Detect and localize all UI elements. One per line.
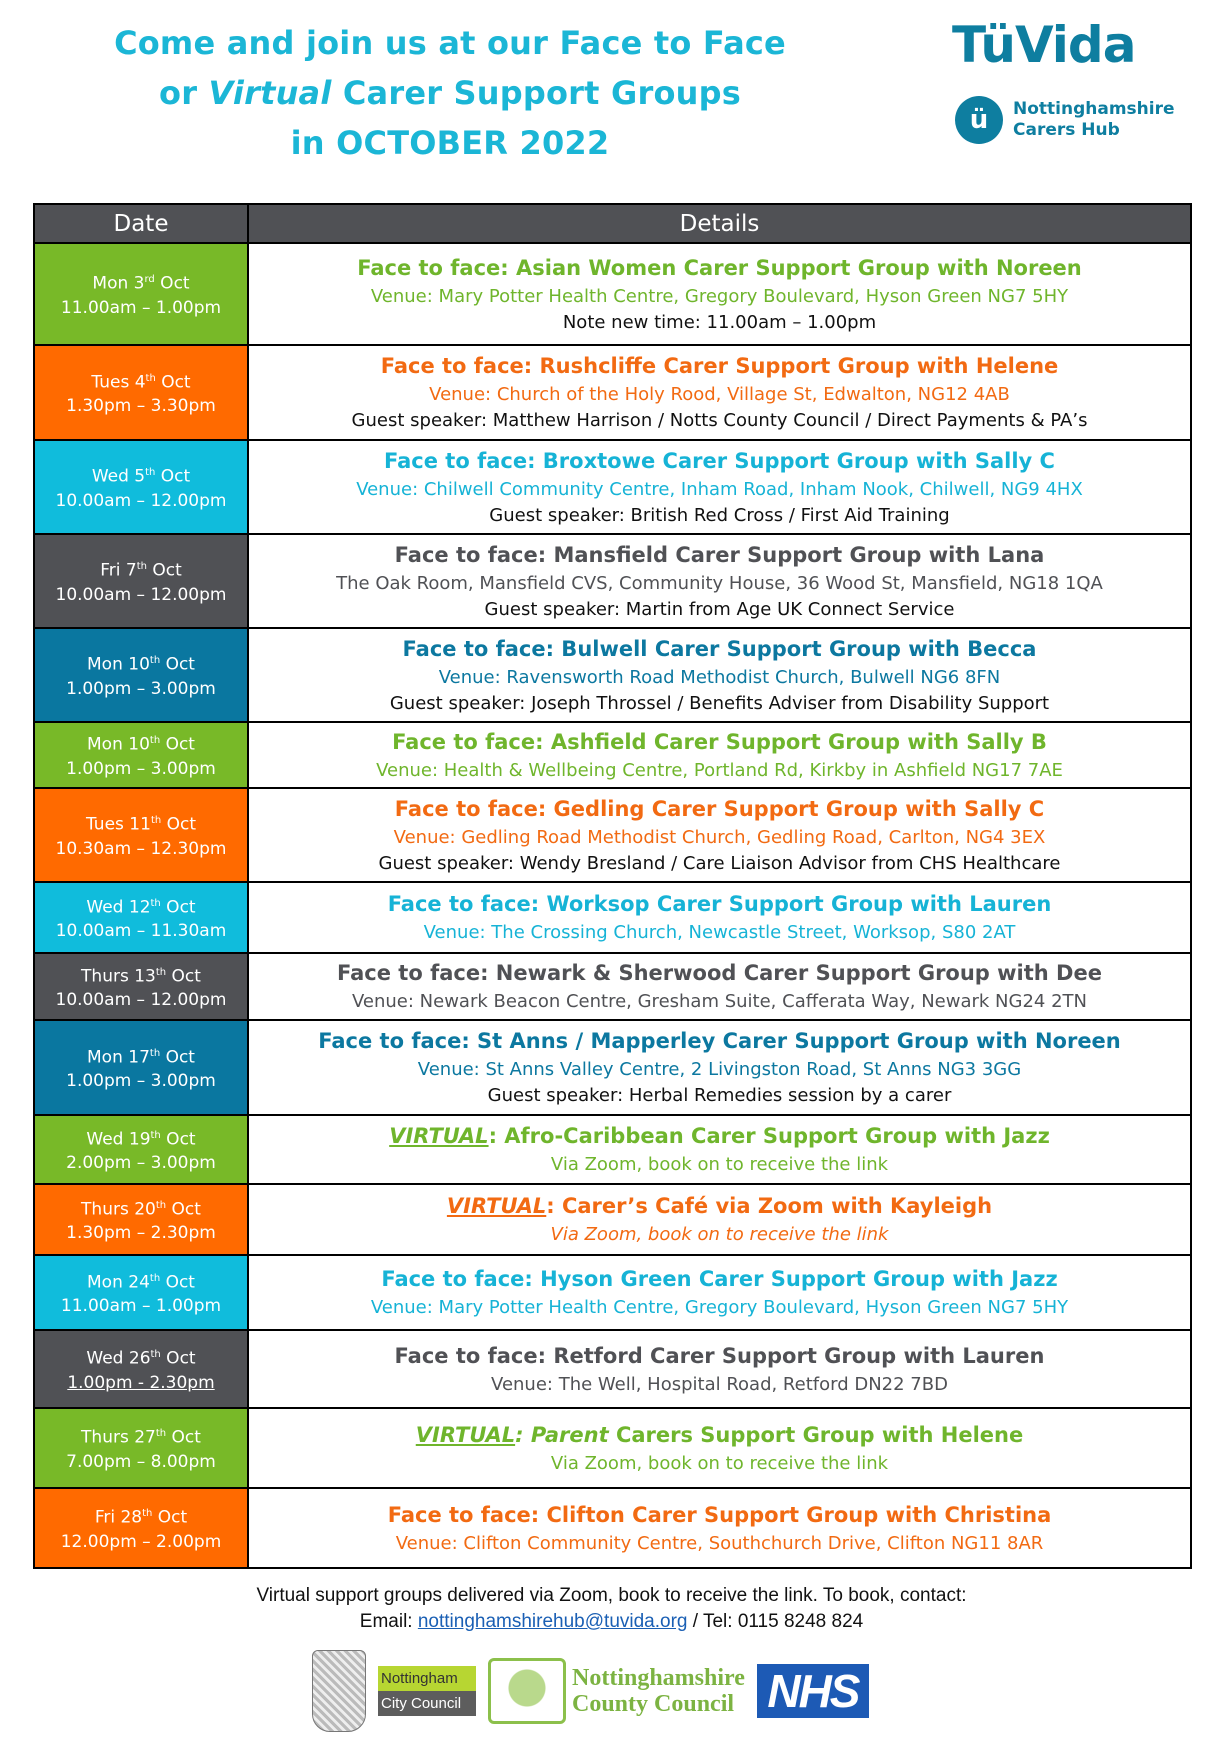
venue: The Oak Room, Mansfield CVS, Community House, 36 Wood St, Mansfield, NG18 1QA	[336, 572, 1103, 594]
partner-logos	[312, 1650, 869, 1732]
date-day: Wed 19th Oct	[86, 1129, 196, 1150]
date-cell	[35, 1185, 249, 1254]
table-row	[35, 1409, 1190, 1489]
venue: Venue: Mary Potter Health Centre, Gregory Boulevard, Hyson Green NG7 5HY	[370, 285, 1069, 307]
table-row	[35, 954, 1190, 1021]
date-day: Wed 26th Oct	[86, 1348, 196, 1369]
details-cell	[249, 535, 1190, 627]
date-cell	[35, 1116, 249, 1183]
date-day: Wed 12th Oct	[86, 897, 196, 918]
date-day: Wed 5th Oct	[91, 466, 191, 487]
date-day: Thurs 20th Oct	[81, 1199, 201, 1220]
guest-speaker-note: Guest speaker: Herbal Remedies session by a carer	[487, 1085, 952, 1106]
table-row	[35, 1489, 1190, 1567]
group-title: Face to face: Retford Carer Support Group with Lauren	[394, 1343, 1045, 1368]
date-time: 10.00am – 12.00pm	[55, 990, 227, 1011]
date-cell	[35, 789, 249, 881]
date-time: 10.00am – 12.00pm	[55, 584, 227, 605]
date-time: 10.00am – 12.00pm	[55, 490, 227, 511]
group-title: Face to face: Clifton Carer Support Group with Christina	[387, 1502, 1052, 1527]
page-title	[100, 18, 800, 168]
phone: / Tel: 0115 8248 824	[687, 1611, 864, 1632]
date-cell	[35, 1331, 249, 1407]
date-time: 10.30am – 12.30pm	[55, 838, 227, 859]
hub-line-2: Carers Hub	[1013, 120, 1120, 140]
table-body	[35, 244, 1190, 1567]
footer	[0, 1583, 1223, 1635]
city-crest-icon	[312, 1650, 366, 1732]
virtual-label: VIRTUAL	[415, 1422, 516, 1447]
date-time: 1.00pm – 3.00pm	[66, 758, 216, 779]
table-row	[35, 789, 1190, 883]
date-cell	[35, 1021, 249, 1114]
date-time: 11.00am – 1.00pm	[60, 297, 222, 318]
virtual-word: Virtual	[208, 74, 332, 112]
date-time: 12.00pm – 2.00pm	[60, 1531, 222, 1552]
details-cell	[249, 1256, 1190, 1329]
details-cell	[249, 1331, 1190, 1407]
virtual-label: VIRTUAL	[389, 1124, 489, 1148]
date-time: 1.00pm – 3.00pm	[66, 678, 216, 699]
tree-icon	[488, 1658, 566, 1724]
group-title: Face to face: Bulwell Carer Support Group with Becca	[402, 636, 1037, 661]
nottingham-city-council-logo: Nottingham City Council	[378, 1666, 476, 1716]
venue: Venue: Mary Potter Health Centre, Gregory Boulevard, Hyson Green NG7 5HY	[370, 1297, 1069, 1318]
group-title: Face to face: Ashfield Carer Support Group with Sally B	[392, 729, 1047, 754]
date-cell	[35, 346, 249, 439]
date-time: 1.30pm – 2.30pm	[66, 1223, 216, 1244]
details-cell	[249, 883, 1190, 952]
nhs-logo: NHS	[757, 1664, 869, 1718]
date-day: Mon 10th Oct	[87, 734, 195, 755]
date-cell	[35, 535, 249, 627]
details-cell	[249, 723, 1190, 787]
date-cell	[35, 723, 249, 787]
venue: Venue: The Well, Hospital Road, Retford DN22 7BD	[491, 1373, 948, 1395]
title-line-3: in OCTOBER 2022	[290, 124, 610, 162]
venue: Via Zoom, book on to receive the link	[550, 1452, 889, 1474]
date-day: Fri 7th Oct	[100, 560, 182, 581]
hub-icon: ü	[955, 96, 1003, 144]
date-time: 11.00am – 1.00pm	[60, 1296, 222, 1317]
group-title: Face to face: Asian Women Carer Support Group with Noreen	[357, 255, 1082, 280]
details-cell	[249, 1021, 1190, 1114]
venue: Venue: Ravensworth Road Methodist Church, Bulwell NG6 8FN	[438, 666, 1001, 688]
tuvida-logo: TüVida	[952, 16, 1136, 74]
table-row	[35, 535, 1190, 629]
virtual-label: VIRTUAL	[446, 1194, 547, 1218]
date-cell	[35, 954, 249, 1019]
column-header-details: Details	[679, 210, 760, 237]
table-header	[35, 205, 1190, 244]
details-cell	[249, 954, 1190, 1019]
date-cell	[35, 1256, 249, 1329]
group-title: Face to face: Newark & Sherwood Carer Support Group with Dee	[337, 961, 1102, 985]
venue: Via Zoom, book on to receive the link	[550, 1224, 889, 1245]
date-day: Thurs 13th Oct	[81, 966, 201, 987]
venue: Venue: The Crossing Church, Newcastle Street, Worksop, S80 2AT	[423, 922, 1016, 943]
guest-speaker-note: Note new time: 11.00am – 1.00pm	[562, 311, 877, 333]
title-line-2: or Virtual Carer Support Groups	[159, 74, 741, 112]
table-row	[35, 244, 1190, 346]
details-cell	[249, 1116, 1190, 1183]
details-cell	[249, 1489, 1190, 1567]
date-cell	[35, 1409, 249, 1487]
table-row	[35, 346, 1190, 441]
carers-hub-logo	[955, 96, 1175, 144]
date-time: 10.00am – 11.30am	[55, 921, 227, 942]
table-row	[35, 1116, 1190, 1185]
guest-speaker-note: Guest speaker: British Red Cross / First Aid Training	[489, 504, 950, 526]
group-title: VIRTUAL: Carer’s Café via Zoom with Kayleigh	[446, 1194, 993, 1218]
group-title: Face to face: Broxtowe Carer Support Group with Sally C	[384, 448, 1055, 473]
group-title: Face to face: St Anns / Mapperley Carer Support Group with Noreen	[318, 1029, 1121, 1053]
table-row	[35, 1256, 1190, 1331]
footer-contact: Email: nottinghamshirehub@tuvida.org / Tel: 0115 8248 824	[359, 1611, 864, 1632]
group-title: Face to face: Gedling Carer Support Group with Sally C	[394, 796, 1045, 821]
table-row	[35, 723, 1190, 789]
table-row	[35, 883, 1190, 954]
details-cell	[249, 789, 1190, 881]
date-day: Mon 24th Oct	[87, 1272, 195, 1293]
guest-speaker-note: Guest speaker: Martin from Age UK Connect Service	[484, 598, 955, 620]
title-line-1: Come and join us at our Face to Face	[114, 24, 786, 62]
date-time: 7.00pm – 8.00pm	[66, 1451, 216, 1472]
group-title: VIRTUAL: Parent Carers Support Group with Helene	[415, 1422, 1024, 1447]
details-cell	[249, 244, 1190, 344]
group-title: VIRTUAL: Afro-Caribbean Carer Support Group with Jazz	[389, 1124, 1050, 1148]
venue: Venue: Clifton Community Centre, Southchurch Drive, Clifton NG11 8AR	[395, 1532, 1044, 1554]
group-title: Face to face: Hyson Green Carer Support Group with Jazz	[381, 1267, 1058, 1291]
venue: Venue: St Anns Valley Centre, 2 Livingston Road, St Anns NG3 3GG	[417, 1059, 1022, 1080]
table-row	[35, 441, 1190, 535]
date-time: 1.00pm - 2.30pm	[67, 1372, 215, 1393]
date-time: 2.00pm – 3.00pm	[66, 1153, 216, 1174]
schedule-table	[33, 203, 1192, 1569]
footer-info: Virtual support groups delivered via Zoom, book to receive the link. To book, contact:	[256, 1585, 967, 1606]
table-row	[35, 1185, 1190, 1256]
venue: Venue: Gedling Road Methodist Church, Gedling Road, Carlton, NG4 3EX	[393, 826, 1046, 848]
venue: Venue: Newark Beacon Centre, Gresham Suite, Cafferata Way, Newark NG24 2TN	[351, 991, 1087, 1012]
guest-speaker-note: Guest speaker: Wendy Bresland / Care Liaison Advisor from CHS Healthcare	[378, 852, 1061, 874]
venue: Venue: Health & Wellbeing Centre, Portland Rd, Kirkby in Ashfield NG17 7AE	[376, 759, 1063, 781]
date-cell	[35, 883, 249, 952]
table-row	[35, 1331, 1190, 1409]
guest-speaker-note: Guest speaker: Joseph Throssel / Benefits Adviser from Disability Support	[389, 692, 1050, 714]
details-cell	[249, 1185, 1190, 1254]
date-day: Mon 17th Oct	[87, 1047, 195, 1068]
date-cell	[35, 1489, 249, 1567]
date-time: 1.00pm – 3.00pm	[66, 1071, 216, 1092]
date-time: 1.30pm – 3.30pm	[66, 396, 216, 417]
date-cell	[35, 441, 249, 533]
date-day: Tues 11th Oct	[86, 814, 196, 835]
date-cell	[35, 244, 249, 344]
details-cell	[249, 629, 1190, 721]
details-cell	[249, 441, 1190, 533]
venue: Venue: Church of the Holy Rood, Village St, Edwalton, NG12 4AB	[429, 384, 1010, 405]
hub-line-1: Nottinghamshire	[1013, 99, 1175, 119]
date-cell	[35, 629, 249, 721]
details-cell	[249, 346, 1190, 439]
group-title: Face to face: Rushcliffe Carer Support Group with Helene	[380, 354, 1059, 378]
venue: Via Zoom, book on to receive the link	[550, 1154, 889, 1175]
date-day: Mon 3rd Oct	[92, 273, 190, 294]
date-day: Fri 28th Oct	[94, 1507, 188, 1528]
column-header-date: Date	[35, 205, 249, 242]
date-day: Mon 10th Oct	[87, 654, 195, 675]
guest-speaker-note: Guest speaker: Matthew Harrison / Notts County Council / Direct Payments & PA’s	[351, 410, 1088, 431]
venue: Venue: Chilwell Community Centre, Inham Road, Inham Nook, Chilwell, NG9 4HX	[356, 478, 1083, 500]
group-title: Face to face: Worksop Carer Support Group with Lauren	[387, 892, 1052, 916]
date-day: Tues 4th Oct	[91, 372, 191, 393]
nottinghamshire-county-council-logo: Nottinghamshire County Council	[488, 1658, 745, 1724]
email-link[interactable]: nottinghamshirehub@tuvida.org	[417, 1611, 688, 1632]
details-cell	[249, 1409, 1190, 1487]
table-row	[35, 629, 1190, 723]
group-title: Face to face: Mansfield Carer Support Group with Lana	[394, 542, 1045, 567]
date-day: Thurs 27th Oct	[81, 1427, 201, 1448]
table-row	[35, 1021, 1190, 1116]
